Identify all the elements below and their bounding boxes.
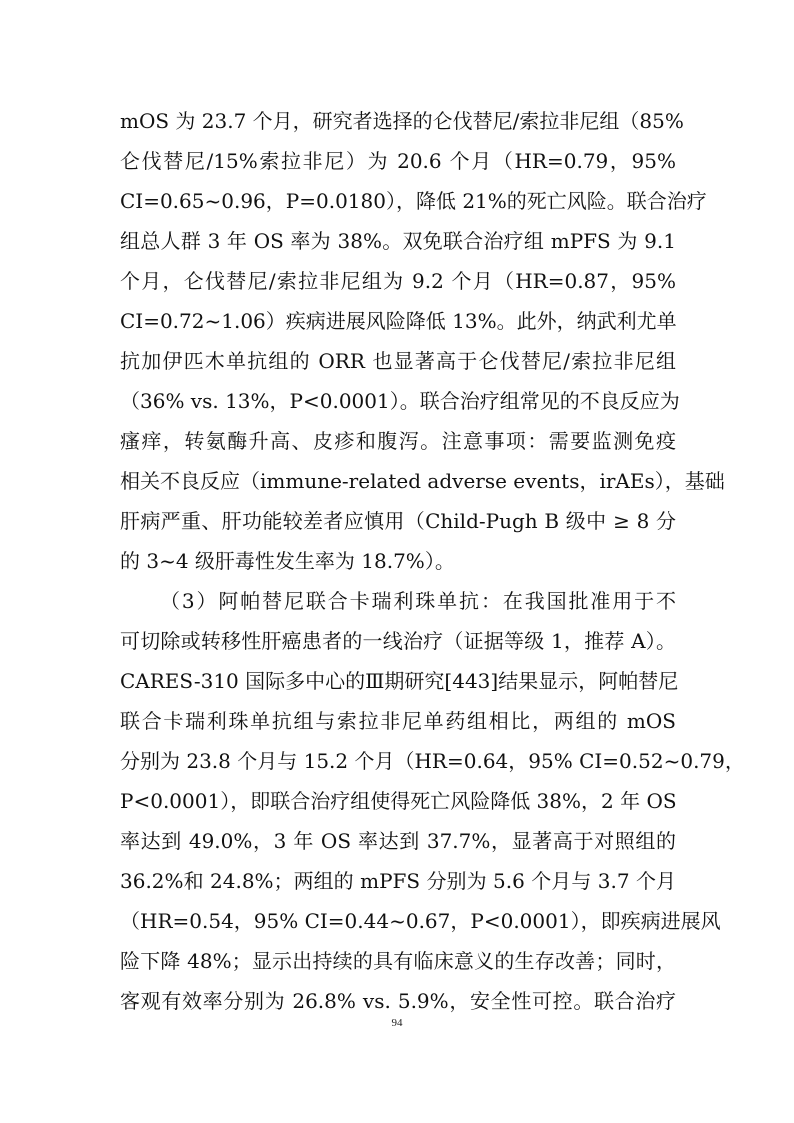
text-line: （HR=0.54，95% CI=0.44~0.67，P<0.0001），即疾病进展风 (120, 909, 721, 933)
text-line: CI=0.65~0.96，P=0.0180），降低 21%的死亡风险。联合治疗 (120, 189, 707, 213)
text-line: （3）阿帕替尼联合卡瑞利珠单抗：在我国批准用于不 (160, 589, 676, 613)
text-line: 组总人群 3 年 OS 率为 38%。双免联合治疗组 mPFS 为 9.1 (120, 229, 676, 253)
text-line: P<0.0001），即联合治疗组使得死亡风险降低 38%，2 年 OS (120, 789, 677, 813)
text-line: 相关不良反应（immune-related adverse events，irAEs），基础 (120, 469, 725, 493)
text-line: 联合卡瑞利珠单抗组与索拉非尼单药组相比，两组的 mOS (120, 709, 676, 733)
text-line: 的 3~4 级肝毒性发生率为 18.7%）。 (120, 549, 455, 573)
paragraph-1 (120, 101, 725, 581)
text-line: CI=0.72~1.06）疾病进展风险降低 13%。此外，纳武利尤单 (120, 309, 677, 333)
paragraph-2 (120, 581, 745, 1021)
text-line: 36.2%和 24.8%；两组的 mPFS 分别为 5.6 个月与 3.7 个月 (120, 869, 676, 893)
text-line: mOS 为 23.7 个月，研究者选择的仑伐替尼/索拉非尼组（85% (120, 109, 684, 133)
text-line: CARES-310 国际多中心的Ⅲ期研究[443]结果显示，阿帕替尼 (120, 669, 679, 693)
page-number: 94 (391, 1017, 403, 1029)
text-line: 率达到 49.0%，3 年 OS 率达到 37.7%，显著高于对照组的 (120, 829, 676, 853)
text-line: 抗加伊匹木单抗组的 ORR 也显著高于仑伐替尼/索拉非尼组 (120, 349, 676, 373)
body-text (120, 101, 745, 1021)
text-line: 可切除或转移性肝癌患者的一线治疗（证据等级 1，推荐 A）。 (120, 629, 676, 653)
text-line: 瘙痒，转氨酶升高、皮疹和腹泻。注意事项：需要监测免疫 (120, 429, 676, 453)
text-line: 仑伐替尼/15%索拉非尼）为 20.6 个月（HR=0.79，95% (120, 149, 676, 173)
text-line: 险下降 48%；显示出持续的具有临床意义的生存改善；同时， (120, 949, 676, 973)
text-line: 个月，仑伐替尼/索拉非尼组为 9.2 个月（HR=0.87，95% (120, 269, 676, 293)
text-line: 肝病严重、肝功能较差者应慎用（Child-Pugh B 级中 ≥ 8 分 (120, 509, 676, 533)
text-line: （36% vs. 13%，P<0.0001）。联合治疗组常见的不良反应为 (120, 389, 680, 413)
text-line: 客观有效率分别为 26.8% vs. 5.9%，安全性可控。联合治疗 (120, 989, 676, 1013)
text-line: 分别为 23.8 个月与 15.2 个月（HR=0.64，95% CI=0.52~0.79， (120, 749, 745, 773)
